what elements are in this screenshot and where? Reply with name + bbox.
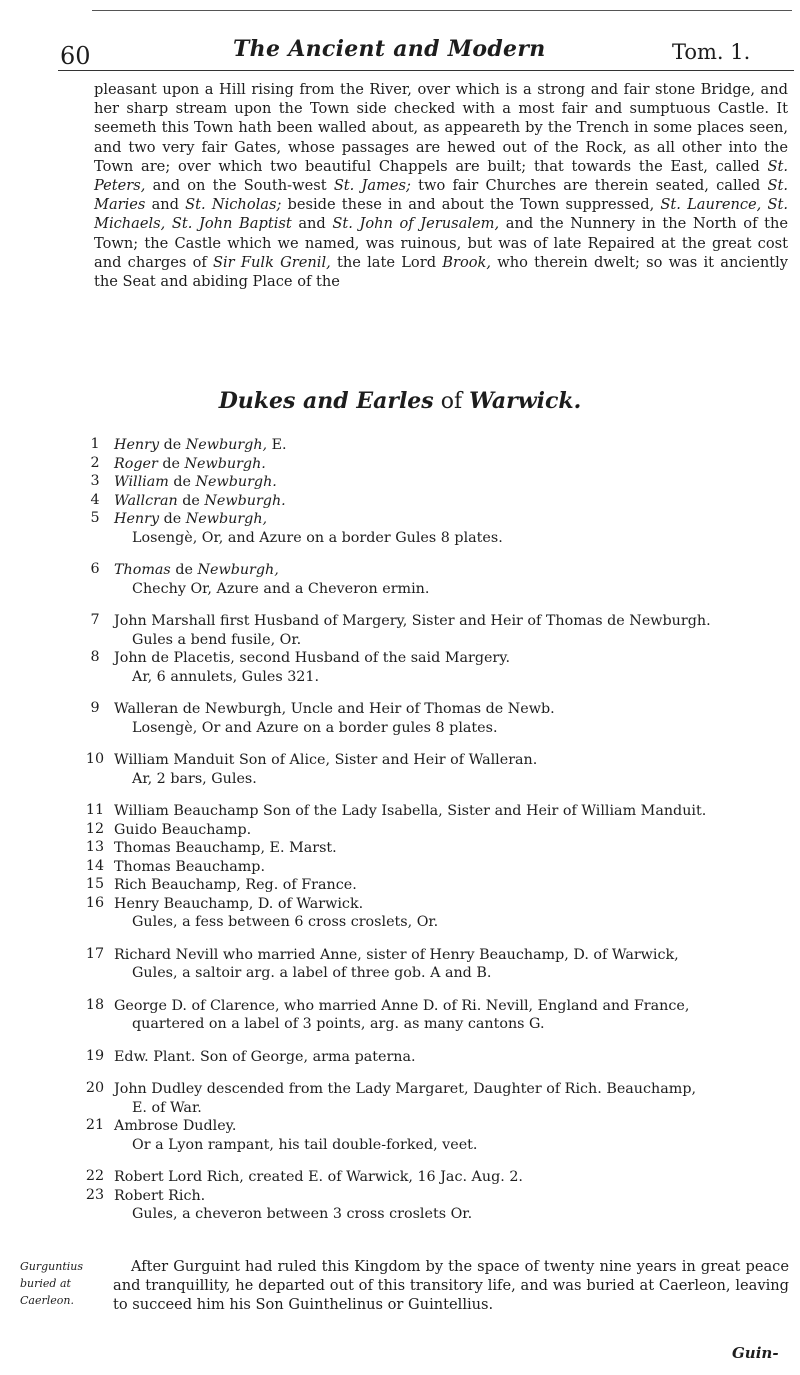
entry-number: 14 bbox=[85, 857, 105, 874]
entry-text: William de Newburgh. bbox=[114, 474, 277, 490]
list-item bbox=[84, 612, 792, 649]
list-item bbox=[84, 839, 792, 858]
entry-text: John Marshall first Husband of Margery, Sister and Heir of Thomas de Newburgh. bbox=[114, 613, 711, 629]
entry-number: 2 bbox=[90, 454, 100, 471]
section-heading: Dukes and Earles of Warwick. bbox=[218, 388, 582, 414]
list-item bbox=[84, 821, 792, 840]
top-rule bbox=[92, 10, 792, 11]
list-item bbox=[84, 492, 792, 511]
entry-arms: Chechy Or, Azure and a Cheveron ermin. bbox=[132, 580, 430, 597]
entry-text: William Manduit Son of Alice, Sister and Heir of Walleran. bbox=[114, 752, 538, 768]
closing-paragraph: After Gurguint had ruled this Kingdom by the space of twenty nine years in great peace and tranquillity, he departed out of this transitory life, and was buried at Caerleon, leaving to succeed him his Son Guinthelinus or Guintellius. bbox=[113, 1258, 789, 1313]
list-item bbox=[84, 510, 792, 547]
entry-arms: Ar, 2 bars, Gules. bbox=[132, 770, 257, 787]
entry-arms: Losengè, Or, and Azure on a border Gules 8 plates. bbox=[132, 529, 503, 546]
entry-text: Rich Beauchamp, Reg. of France. bbox=[114, 877, 357, 893]
entry-text: Thomas Beauchamp. bbox=[114, 858, 266, 875]
entry-arms: Gules, a fess between 6 cross croslets, Or. bbox=[132, 914, 439, 930]
earls-list bbox=[84, 436, 792, 1224]
entry-text: Henry de Newburgh, bbox=[114, 511, 268, 527]
entry-text: Henry de Newburgh, E. bbox=[114, 437, 287, 453]
entry-arms: Losengè, Or and Azure on a border gules 8 plates. bbox=[132, 719, 498, 736]
list-item bbox=[84, 473, 792, 492]
entry-arms: E. of War. bbox=[132, 1099, 202, 1116]
entry-arms: Gules, a saltoir arg. a label of three gob. A and B. bbox=[132, 965, 492, 981]
entry-number: 20 bbox=[85, 1080, 105, 1096]
entry-number: 23 bbox=[85, 1186, 105, 1203]
entry-text: Guido Beauchamp. bbox=[114, 821, 252, 838]
catchword: Guin- bbox=[732, 1344, 779, 1362]
entry-text: Henry Beauchamp, D. of Warwick. bbox=[114, 895, 364, 912]
entry-arms: Ar, 6 annulets, Gules 321. bbox=[132, 668, 320, 685]
list-item bbox=[84, 1168, 792, 1187]
volume-label: Tom. 1. bbox=[672, 40, 751, 64]
entry-text: Richard Nevill who married Anne, sister of Henry Beauchamp, D. of Warwick, bbox=[114, 946, 679, 963]
entry-text: Edw. Plant. Son of George, arma paterna. bbox=[114, 1048, 416, 1065]
entry-number: 3 bbox=[90, 473, 100, 489]
entry-text: Roger de Newburgh. bbox=[114, 455, 266, 472]
list-item bbox=[84, 802, 792, 821]
entry-number: 11 bbox=[85, 802, 105, 818]
list-item bbox=[84, 561, 792, 598]
list-item bbox=[84, 946, 792, 983]
entry-number: 9 bbox=[90, 700, 100, 716]
entry-text: George D. of Clarence, who married Anne D. of Ri. Nevill, England and France, bbox=[114, 997, 690, 1014]
entry-number: 19 bbox=[85, 1047, 105, 1064]
entry-number: 5 bbox=[90, 510, 100, 526]
list-item bbox=[84, 1117, 792, 1154]
entry-arms: Gules, a cheveron between 3 cross croslets Or. bbox=[132, 1206, 473, 1222]
entry-number: 12 bbox=[85, 820, 105, 837]
list-item bbox=[84, 997, 792, 1034]
margin-note: Gurguntius buried at Caerleon. bbox=[20, 1260, 84, 1307]
entry-text: John de Placetis, second Husband of the said Margery. bbox=[114, 650, 510, 666]
entry-text: William Beauchamp Son of the Lady Isabella, Sister and Heir of William Manduit. bbox=[114, 803, 707, 819]
list-item bbox=[84, 700, 792, 737]
entry-number: 13 bbox=[85, 839, 105, 855]
list-item bbox=[84, 895, 792, 932]
list-item bbox=[84, 436, 792, 455]
page-number: 60 bbox=[60, 42, 91, 70]
entry-arms: Gules a bend fusile, Or. bbox=[132, 631, 302, 648]
entry-number: 1 bbox=[90, 436, 100, 452]
entry-number: 15 bbox=[85, 876, 105, 892]
list-item bbox=[84, 858, 792, 877]
running-title: The Ancient and Modern bbox=[233, 36, 546, 62]
entry-number: 4 bbox=[90, 491, 100, 508]
list-item bbox=[84, 1048, 792, 1067]
entry-number: 10 bbox=[85, 751, 105, 767]
entry-text: Robert Rich. bbox=[114, 1187, 206, 1204]
list-item bbox=[84, 455, 792, 474]
entry-text: Thomas de Newburgh, bbox=[114, 562, 279, 578]
entry-text: John Dudley descended from the Lady Margaret, Daughter of Rich. Beauchamp, bbox=[114, 1081, 697, 1097]
list-item bbox=[84, 1080, 792, 1117]
list-item bbox=[84, 1187, 792, 1224]
entry-number: 21 bbox=[85, 1117, 105, 1133]
entry-arms: quartered on a label of 3 points, arg. as many cantons G. bbox=[132, 1016, 545, 1032]
entry-number: 17 bbox=[85, 945, 105, 962]
entry-number: 6 bbox=[90, 561, 100, 577]
entry-text: Ambrose Dudley. bbox=[114, 1118, 237, 1134]
list-item bbox=[84, 876, 792, 895]
entry-arms: Or a Lyon rampant, his tail double-forked, veet. bbox=[132, 1136, 478, 1153]
entry-number: 22 bbox=[85, 1168, 105, 1184]
entry-number: 18 bbox=[85, 996, 105, 1013]
entry-number: 7 bbox=[90, 612, 100, 628]
entry-text: Robert Lord Rich, created E. of Warwick, 16 Jac. Aug. 2. bbox=[114, 1169, 523, 1185]
entry-text: Thomas Beauchamp, E. Marst. bbox=[114, 840, 337, 856]
entry-text: Wallcran de Newburgh. bbox=[114, 492, 286, 509]
list-item bbox=[84, 751, 792, 788]
intro-paragraph: pleasant upon a Hill rising from the River, over which is a strong and fair stone Bridge, and her sharp stream upon the Town side checked with a most fair and sumptuous Castle. It seemeth this Town hath been walled about, as appeareth by the Trench in some places seen, and two very fair Gates, whose passages are hewed out of the Rock, as all other into the Town are; over which two beautiful Chappels are built; that towards the East, called St. Peters, and on the South-west St. James; two fair Churches are therein seated, called St. Maries and St. Nicholas; beside these in and about the Town suppressed, St. Laurence, St. Michaels, St. John Baptist and St. John of Jerusalem, and the Nunnery in the North of the Town; the Castle which we named, was ruinous, but was of late Repaired at the great cost and charges of Sir Fulk Grenil, the late Lord Brook, who therein dwelt; so was it anciently the Seat and abiding Place of the bbox=[94, 81, 789, 291]
entry-number: 16 bbox=[85, 894, 105, 911]
header-rule bbox=[58, 70, 794, 71]
entry-text: Walleran de Newburgh, Uncle and Heir of Thomas de Newb. bbox=[114, 701, 555, 717]
list-item bbox=[84, 649, 792, 686]
entry-number: 8 bbox=[90, 649, 100, 665]
